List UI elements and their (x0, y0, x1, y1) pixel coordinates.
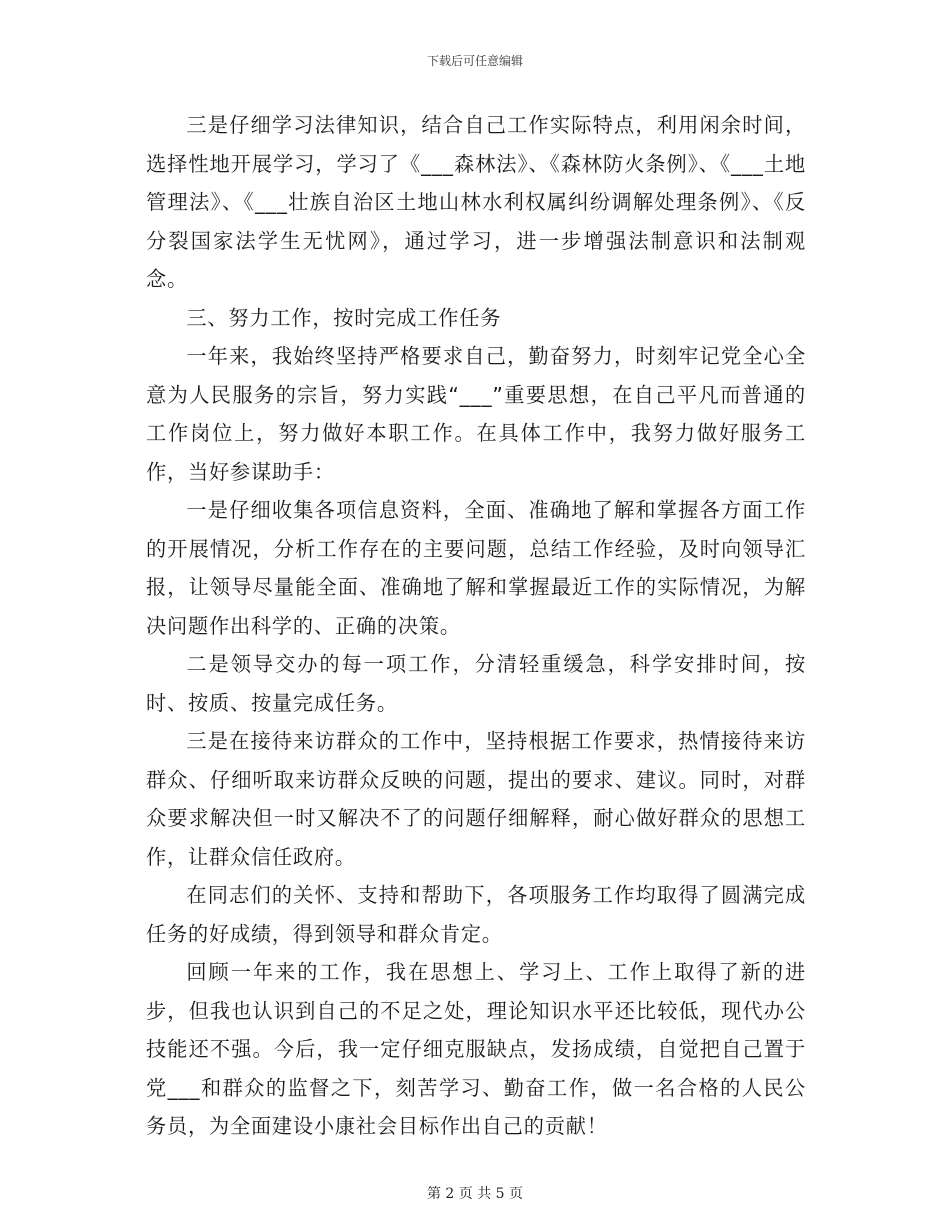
page-number: 第 2 页 共 5 页 (426, 1186, 524, 1202)
paragraph: 三是仔细学习法律知识，结合自己工作实际特点，利用闲余时间，选择性地开展学习，学习了《___森林法》、《森林防火条例》、《___土地管理法》、《___壮族自治区土地山林水利权属纠纷调解处理条例》、《反分裂国家法学生无忧网》，通过学习，进一步增强法制意识和法制观念。 (146, 113, 806, 291)
header-note: 下载后可任意编辑 (426, 54, 523, 68)
paragraph: 回顾一年来的工作，我在思想上、学习上、工作上取得了新的进步，但我也认识到自己的不足之处，理论知识水平还比较低，现代办公技能还不强。今后，我一定仔细克服缺点，发扬成绩，自觉把自己置于党___和群众的监督之下，刻苦学习、勤奋工作，做一名合格的人民公务员，为全面建设小康社会目标作出自己的贡献！ (146, 960, 806, 1138)
document-body (146, 106, 806, 1146)
paragraph: 一年来，我始终坚持严格要求自己，勤奋努力，时刻牢记党全心全意为人民服务的宗旨，努力实践“___”重要思想，在自己平凡而普通的工作岗位上，努力做好本职工作。在具体工作中，我努力做好服务工作，当好参谋助手： (146, 344, 806, 484)
paragraph: 二是领导交办的每一项工作，分清轻重缓急，科学安排时间，按时、按质、按量完成任务。 (146, 652, 806, 715)
paragraph: 一是仔细收集各项信息资料，全面、准确地了解和掌握各方面工作的开展情况，分析工作存在的主要问题，总结工作经验，及时向领导汇报，让领导尽量能全面、准确地了解和掌握最近工作的实际情况，为解决问题作出科学的、正确的决策。 (146, 498, 806, 638)
paragraph: 在同志们的关怀、支持和帮助下，各项服务工作均取得了圆满完成任务的好成绩，得到领导和群众肯定。 (146, 883, 806, 946)
section-heading: 三、努力工作，按时完成工作任务 (186, 305, 502, 330)
paragraph: 三是在接待来访群众的工作中，坚持根据工作要求，热情接待来访群众、仔细听取来访群众反映的问题，提出的要求、建议。同时，对群众要求解决但一时又解决不了的问题仔细解释，耐心做好群众的思想工作，让群众信任政府。 (146, 729, 806, 869)
